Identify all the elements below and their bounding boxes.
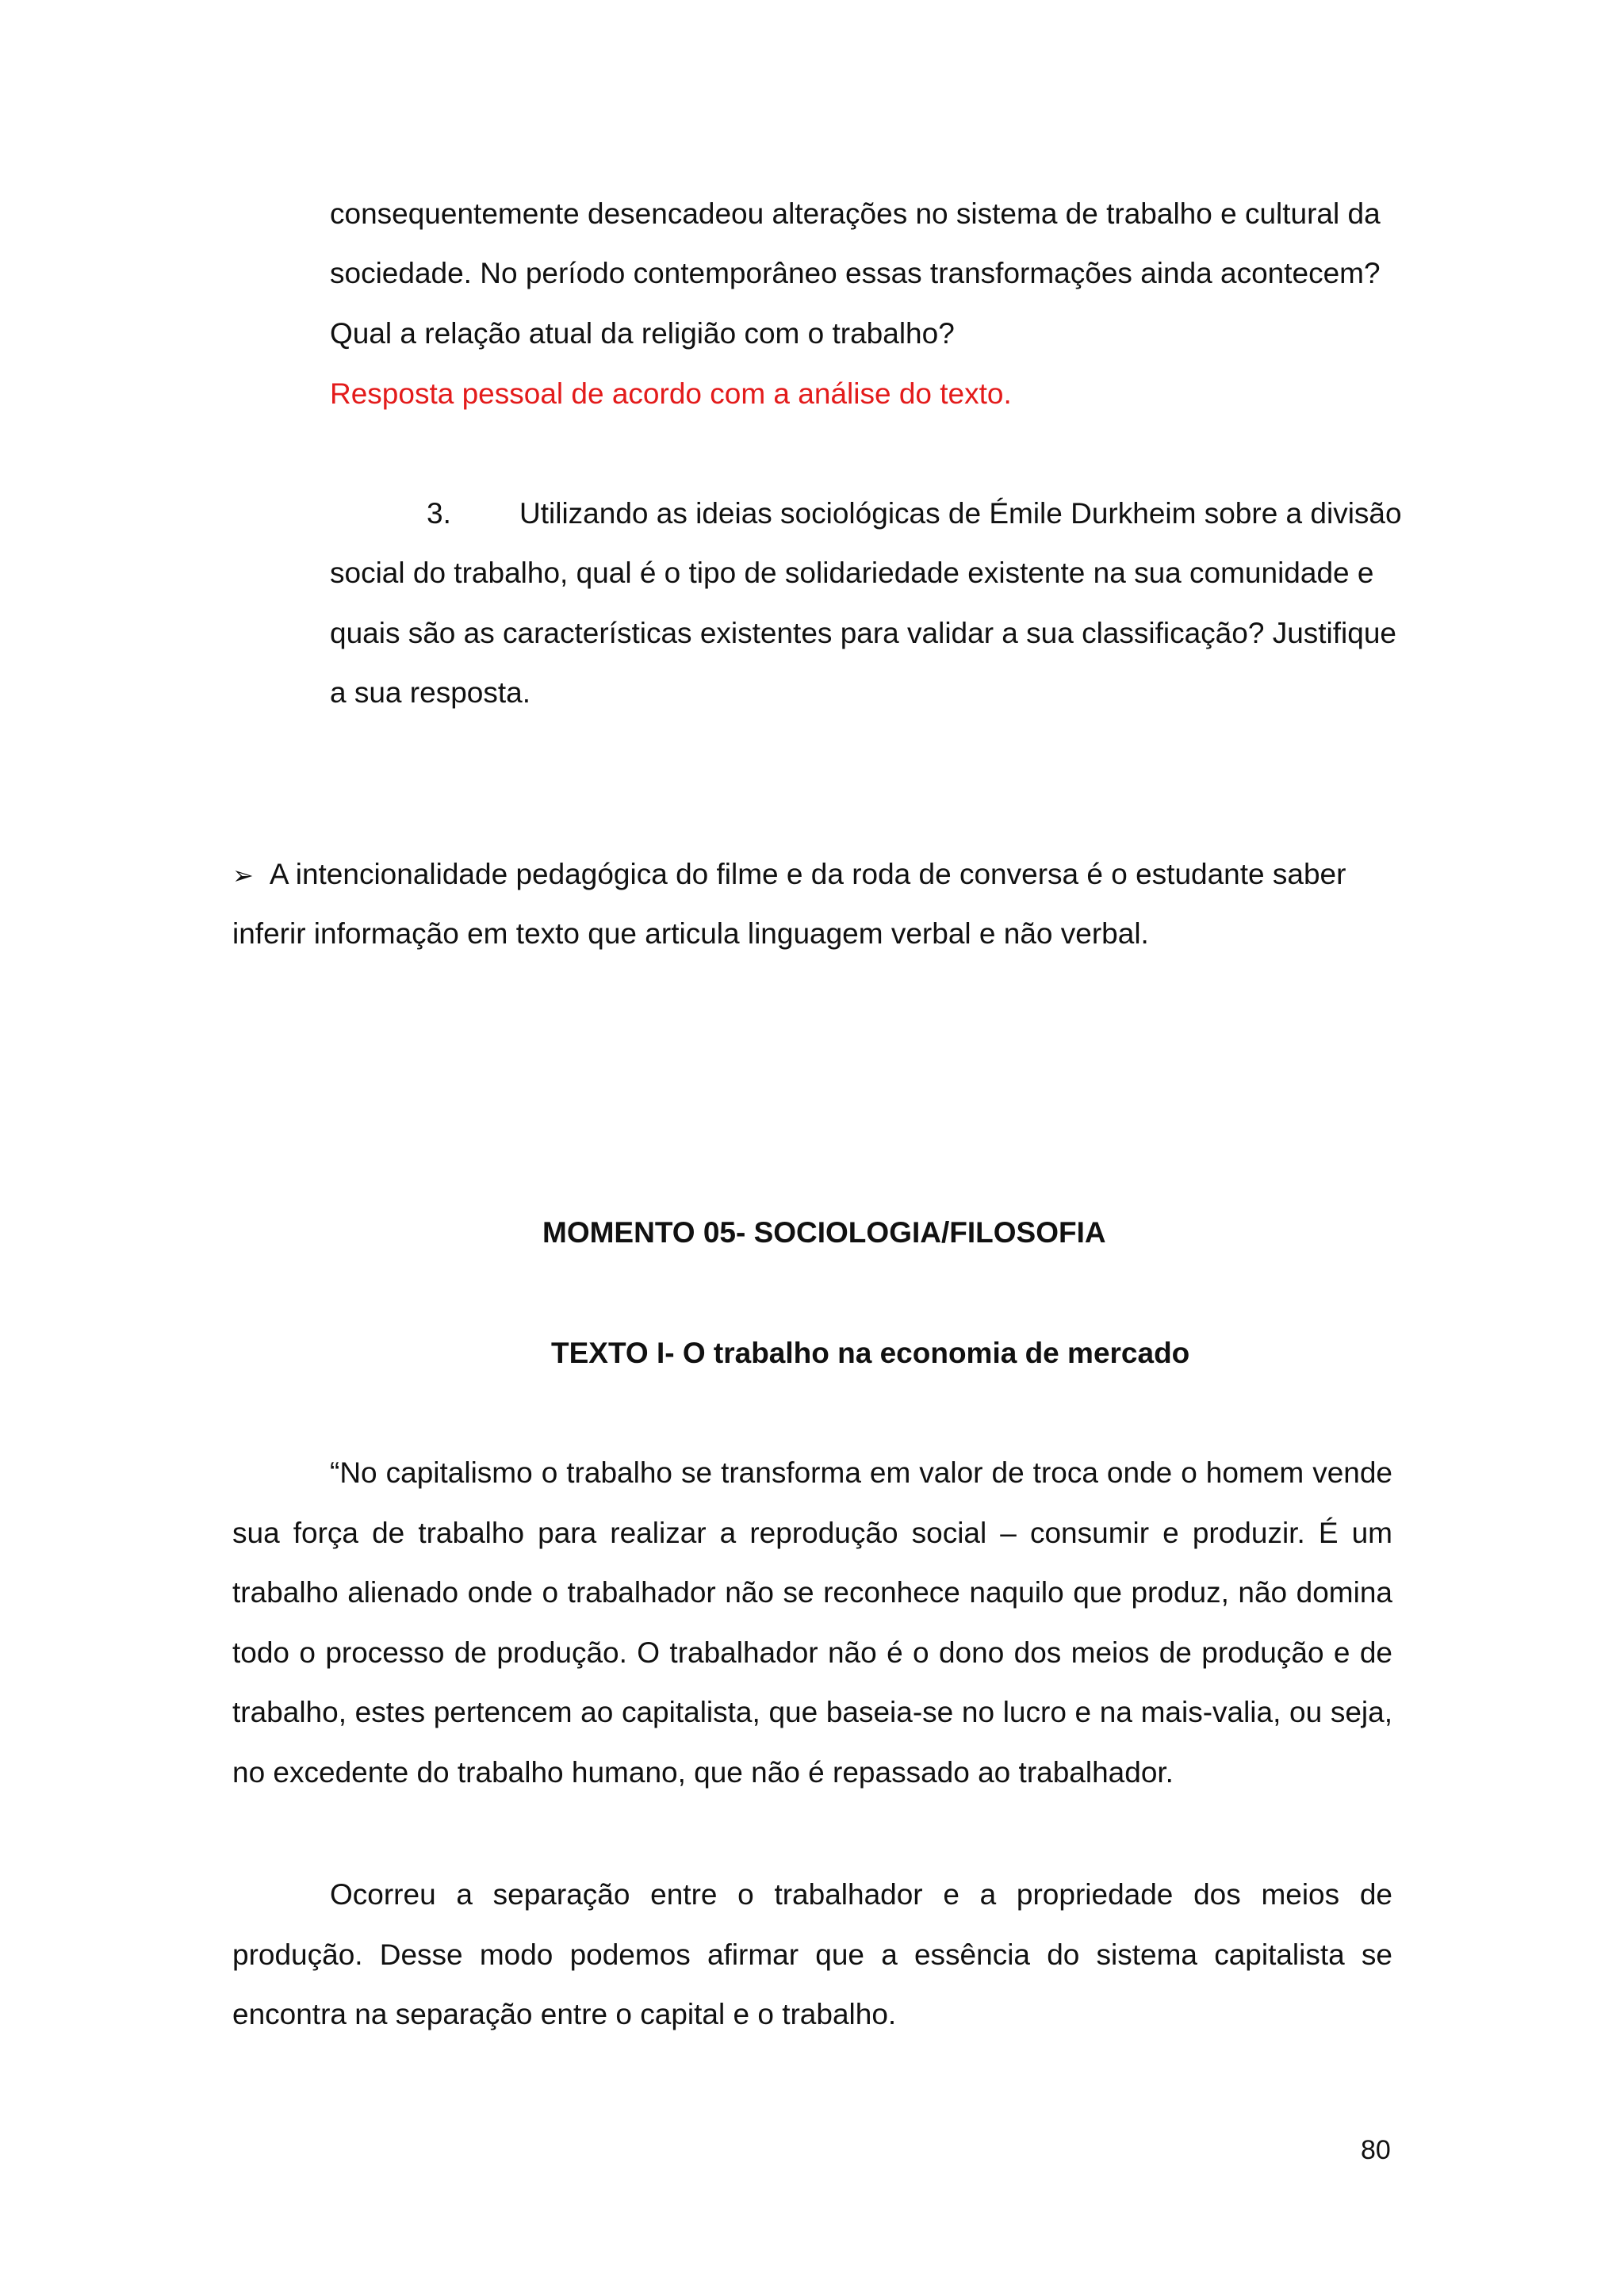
q3-number: 3. (427, 497, 451, 530)
arrowhead-bullet-icon: ➢ (232, 861, 254, 890)
note-line-1-text: A intencionalidade pedagógica do filme e da roda de conversa é o estudante saber (269, 858, 1346, 890)
q3-line-2: social do trabalho, qual é o tipo de solidariedade existente na sua comunidade e (330, 557, 1374, 589)
q3-line-3: quais são as características existentes para validar a sua classificação? Justifique (330, 617, 1397, 649)
q3-line-1-text: Utilizando as ideias sociológicas de Émile Durkheim sobre a divisão (519, 497, 1402, 530)
section-heading: MOMENTO 05- SOCIOLOGIA/FILOSOFIA (542, 1216, 1106, 1249)
note-line-2: inferir informação em texto que articula linguagem verbal e não verbal. (232, 917, 1149, 950)
text-paragraph-2: Ocorreu a separação entre o trabalhador e a propriedade dos meios de produção. Desse modo podemos afirmar que a essência do sistema capitalista se encontra na separação entre o capital e o trabalho. (232, 1878, 1392, 2030)
section-subheading: TEXTO I- O trabalho na economia de mercado (551, 1337, 1190, 1369)
text-paragraph-1: “No capitalismo o trabalho se transforma em valor de troca onde o homem vende sua força de trabalho para realizar a reprodução social – consumir e produzir. É um trabalho alienado onde o trabalhador não se reconhece naquilo que produz, não domina todo o processo de produção. O trabalhador não é o dono dos meios de produção e de trabalho, estes pertencem ao capitalista, que baseia-se no lucro e na mais-valia, ou seja, no excedente do trabalho humano, que não é repassado ao trabalhador. (232, 1456, 1392, 1789)
note-line-1 (232, 855, 1346, 895)
q2-line-2: sociedade. No período contemporâneo essas transformações ainda acontecem? (330, 257, 1381, 289)
q2-line-3: Qual a relação atual da religião com o trabalho? (330, 317, 955, 350)
q3-line-4: a sua resposta. (330, 676, 530, 709)
q2-line-1: consequentemente desencadeou alterações no sistema de trabalho e cultural da (330, 197, 1381, 230)
q3-line-1 (427, 494, 1402, 534)
q2-answer: Resposta pessoal de acordo com a análise do texto. (330, 377, 1012, 410)
page-number: 80 (1361, 2135, 1391, 2165)
